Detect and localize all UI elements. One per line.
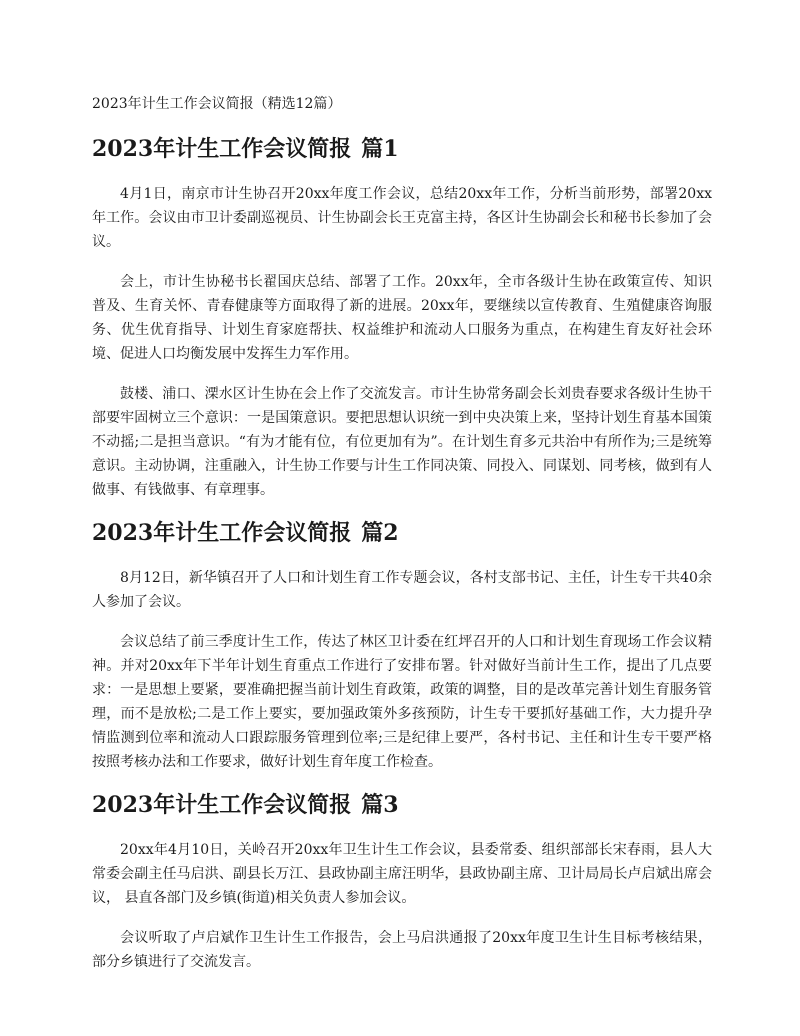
document-subtitle: 2023年计生工作会议简报（精选12篇）	[92, 96, 342, 112]
paragraph: 4月1日，南京市计生协召开20xx年度工作会议，总结20xx年工作，分析当前形势，部署20xx年工作。会议由市卫计委副巡视员、计生协副会长王克富主持，各区计生协副会长和秘书长参加了会议。	[92, 186, 712, 250]
section-heading	[92, 790, 712, 820]
paragraph: 20xx年4月10日，关岭召开20xx年卫生计生工作会议，县委常委、组织部部长宋春雨，县人大常委会副主任马启洪、副县长万江、县政协副主席汪明华，县政协副主席、卫计局局长卢启斌出席会议， 县直各部门及乡镇(街道)相关负责人参加会议。	[92, 842, 712, 906]
section-3	[92, 790, 712, 974]
section-title: 2023年计生工作会议简报	[92, 520, 352, 546]
paragraph: 8月12日，新华镇召开了人口和计划生育工作专题会议，各村支部书记、主任，计生专干共40余人参加了会议。	[92, 570, 712, 610]
section-heading	[92, 518, 712, 548]
paragraph: 会上，市计生协秘书长翟国庆总结、部署了工作。20xx年，全市各级计生协在政策宣传、知识普及、生育关怀、青春健康等方面取得了新的进展。20xx年，要继续以宣传教育、生殖健康咨询服务、优生优育指导、计划生育家庭帮扶、权益维护和流动人口服务为重点，在构建生育友好社会环境、促进人口均衡发展中发挥生力军作用。	[92, 274, 712, 362]
paragraph: 会议听取了卢启斌作卫生计生工作报告，会上马启洪通报了20xx年度卫生计生目标考核结果，部分乡镇进行了交流发言。	[92, 930, 712, 970]
section-heading	[92, 134, 712, 164]
section-part: 篇2	[361, 520, 399, 546]
section-title: 2023年计生工作会议简报	[92, 136, 352, 162]
paragraph: 会议总结了前三季度计生工作，传达了林区卫计委在红坪召开的人口和计划生育现场工作会议精神。并对20xx年下半年计划生育重点工作进行了安排布署。针对做好当前计生工作，提出了几点要求：一是思想上要紧，要准确把握当前计划生育政策，政策的调整，目的是改革完善计划生育服务管理，而不是放松;二是工作上要实，要加强政策外多孩预防，计生专干要抓好基础工作，大力提升孕情监测到位率和流动人口跟踪服务管理到位率;三是纪律上要严，各村书记、主任和计生专干要严格按照考核办法和工作要求，做好计划生育年度工作检查。	[92, 634, 712, 770]
section-part: 篇1	[361, 136, 399, 162]
section-2	[92, 518, 712, 774]
section-part: 篇3	[361, 792, 399, 818]
section-1	[92, 134, 712, 502]
paragraph: 鼓楼、浦口、溧水区计生协在会上作了交流发言。市计生协常务副会长刘贵春要求各级计生协干部要牢固树立三个意识：一是国策意识。要把思想认识统一到中央决策上来，坚持计划生育基本国策不动摇;二是担当意识。“有为才能有位，有位更加有为”。在计划生育多元共治中有所作为;三是统筹意识。主动协调，注重融入，计生协工作要与计生工作同决策、同投入、同谋划、同考核，做到有人做事、有钱做事、有章理事。	[92, 386, 712, 498]
section-title: 2023年计生工作会议简报	[92, 792, 352, 818]
